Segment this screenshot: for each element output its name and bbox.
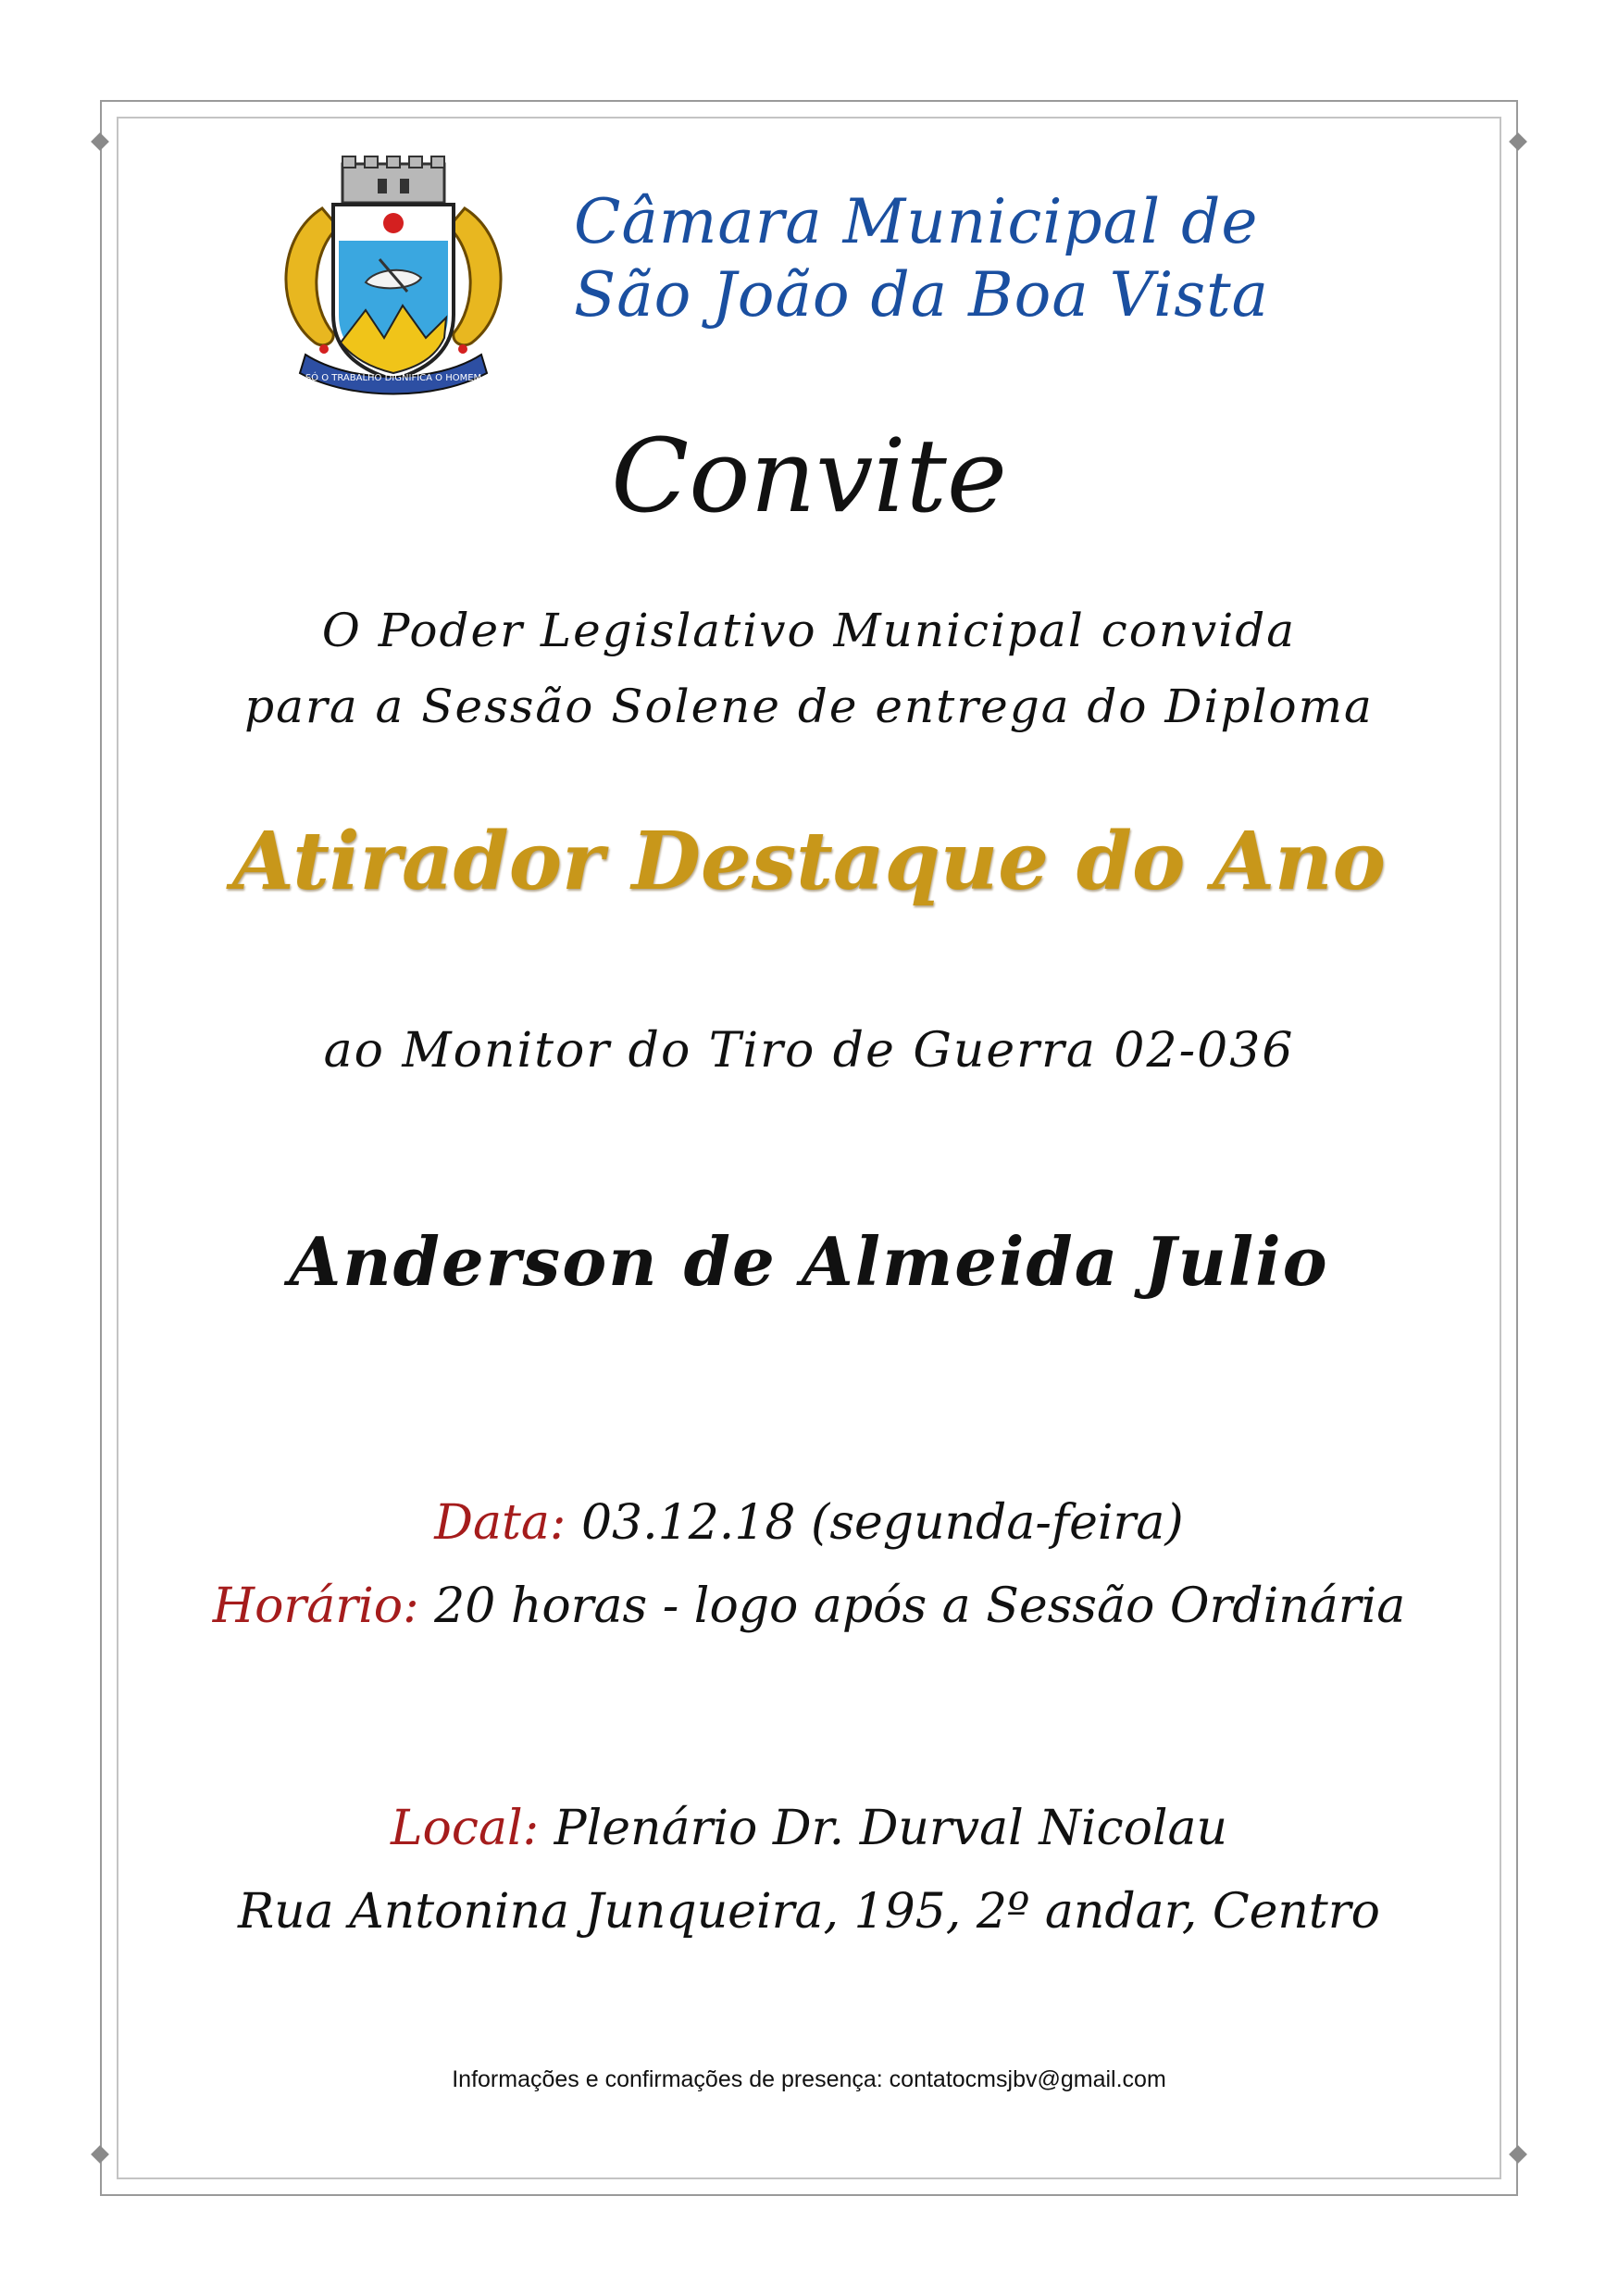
honoree-name: Anderson de Almeida Julio (289, 1222, 1329, 1301)
time-line (0, 1578, 1618, 1634)
date-value: 03.12.18 (segunda-feira) (580, 1495, 1184, 1551)
chamber-name-line2: São João da Boa Vista (574, 259, 1270, 331)
svg-text:SÓ O TRABALHO DIGNIFICA O HOME: SÓ O TRABALHO DIGNIFICA O HOMEM (305, 373, 482, 383)
intro-line1: O Poder Legislativo Municipal convida (321, 604, 1297, 657)
chamber-name (574, 185, 1407, 331)
date-label: Data: (434, 1495, 566, 1551)
chamber-name-line1: Câmara Municipal de (574, 186, 1259, 257)
invitation-intro (0, 593, 1618, 744)
award-title: Atirador Destaque do Ano (232, 815, 1386, 908)
time-label: Horário: (212, 1578, 419, 1634)
place-value: Plenário Dr. Durval Nicolau (554, 1801, 1228, 1856)
recipient-role: ao Monitor do Tiro de Guerra 02-036 (323, 1023, 1295, 1079)
time-value: 20 horas - logo após a Sessão Ordinária (434, 1578, 1406, 1634)
place-line (0, 1801, 1618, 1856)
rsvp-footer: Informações e confirmações de presença: contatocmsjbv@gmail.com (452, 2066, 1166, 2092)
coat-of-arms-icon (268, 153, 518, 403)
date-line (0, 1495, 1618, 1551)
invitation-title: Convite (611, 417, 1007, 535)
address-line: Rua Antonina Junqueira, 195, 2º andar, Centro (238, 1884, 1380, 1940)
place-label: Local: (390, 1801, 540, 1856)
intro-line2: para a Sessão Solene de entrega do Diploma (244, 680, 1374, 733)
